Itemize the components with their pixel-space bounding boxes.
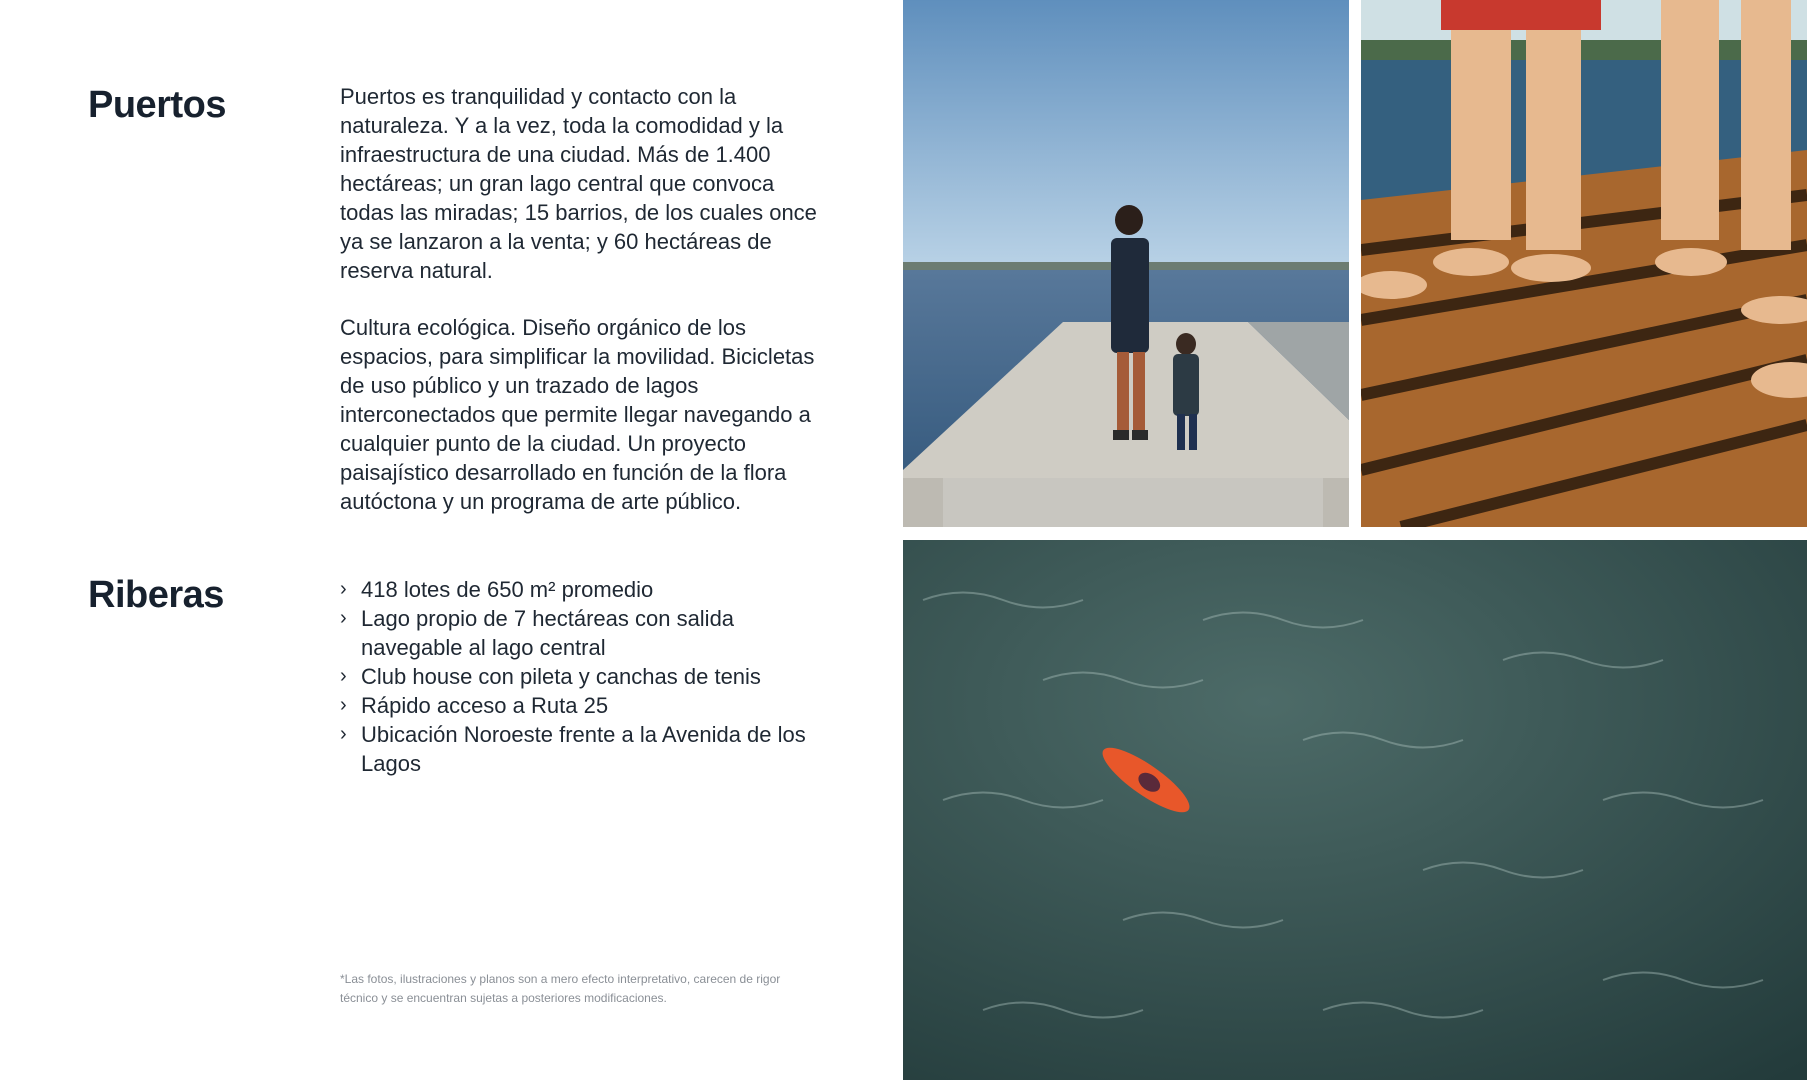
list-item <box>340 662 820 691</box>
list-item <box>340 575 820 604</box>
list-item <box>340 720 820 778</box>
riberas-feature-list <box>340 575 820 778</box>
feature-text: Rápido acceso a Ruta 25 <box>361 693 609 718</box>
list-item <box>340 604 820 662</box>
section-title-puertos: Puertos <box>88 84 226 126</box>
photo-feet-on-dock <box>1361 0 1807 527</box>
bullet-chevron-icon: › <box>340 578 347 600</box>
bullet-chevron-icon: › <box>340 723 347 745</box>
feature-text: Lago propio de 7 hectáreas con salida navegable al lago central <box>361 606 735 660</box>
feature-text: Club house con pileta y canchas de tenis <box>361 664 761 689</box>
bullet-chevron-icon: › <box>340 694 347 716</box>
disclaimer-note: *Las fotos, ilustraciones y planos son a mero efecto interpretativo, carecen de rigor técnico y se encuentran sujetas a posteriores modificaciones. <box>340 972 781 1005</box>
list-item <box>340 691 820 720</box>
photo-kayak-aerial <box>903 540 1807 1080</box>
text-column <box>0 0 900 1080</box>
section-title-riberas: Riberas <box>88 574 224 616</box>
feature-text: Ubicación Noroeste frente a la Avenida de los Lagos <box>361 722 806 776</box>
puertos-paragraph-2: Cultura ecológica. Diseño orgánico de los espacios, para simplificar la movilidad. Bicicletas de uso público y un trazado de lagos interconectados que permite llegar navegando a cualquier punto de la ciudad. Un proyecto paisajístico desarrollado en función de la flora autóctona y un programa de arte público. <box>340 315 815 514</box>
puertos-paragraph-1: Puertos es tranquilidad y contacto con la naturaleza. Y a la vez, toda la comodidad y la infraestructura de una ciudad. Más de 1.400 hectáreas; un gran lago central que convoca todas las miradas; 15 barrios, de los cuales once ya se lanzaron a la venta; y 60 hectáreas de reserva natural. <box>340 84 817 283</box>
photo-pier-father-child <box>903 0 1349 527</box>
feature-text: 418 lotes de 650 m² promedio <box>361 577 654 602</box>
bullet-chevron-icon: › <box>340 665 347 687</box>
bullet-chevron-icon: › <box>340 607 347 629</box>
